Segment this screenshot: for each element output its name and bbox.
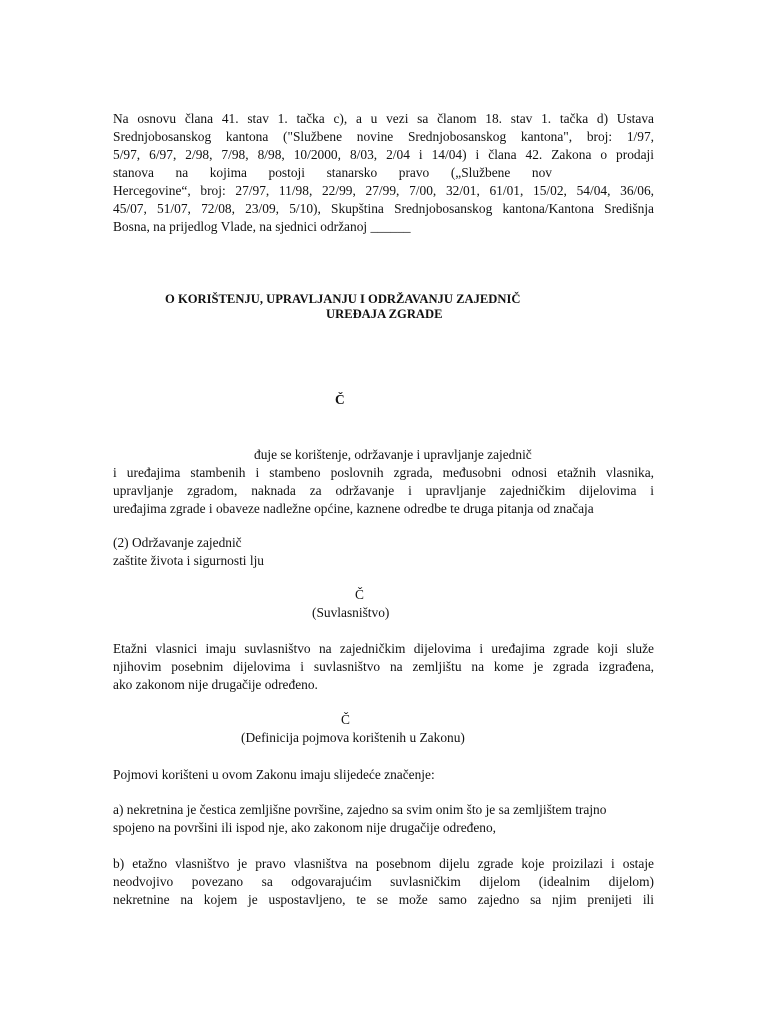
article-1-line-3: upravljanje zgradom, naknada za održavanje i upravljanje zajedničkim dijelovima i — [113, 483, 654, 498]
article-1-line-1: đuje se korištenje, održavanje i upravljanje zajednič — [254, 447, 532, 462]
article-1-para-2-line-1: (2) Održavanje zajednič — [113, 535, 242, 550]
article-3-subheading: (Definicija pojmova korištenih u Zakonu) — [241, 730, 465, 745]
article-1-para-2-line-2: zaštite života i sigurnosti lju — [113, 553, 264, 568]
preamble-line-2: Srednjobosanskog kantona ("Službene novine Srednjobosanskog kantona", broj: 1/97, — [113, 129, 654, 144]
article-1-line-4: uređajima zgrade i obaveze nadležne općine, kaznene odredbe te druga pitanja od značaja — [113, 501, 594, 516]
article-2-line-2: njihovim posebnim dijelovima i suvlasništvo na zemljištu na kome je zgrada izgrađena, — [113, 659, 654, 674]
article-2-line-1: Etažni vlasnici imaju suvlasništvo na zajedničkim dijelovima i uređajima zgrade koji služe — [113, 641, 654, 656]
preamble-line-7: Bosna, na prijedlog Vlade, na sjednici održanoj ______ — [113, 219, 411, 234]
article-3-item-a-line-1: a) nekretnina je čestica zemljišne površine, zajedno sa svim onim što je sa zemljištem trajno — [113, 802, 607, 817]
preamble-line-6: 45/07, 51/07, 72/08, 23/09, 5/10), Skupština Srednjobosanskog kantona/Kantona Središnja — [113, 201, 654, 216]
article-3-heading: Č — [341, 712, 350, 727]
article-3-item-b-line-2: neodvojivo povezano sa odgovarajućim suvlasničkim dijelom (idealnim dijelom) — [113, 874, 654, 889]
law-title-line-2: UREĐAJA ZGRADE — [326, 307, 443, 321]
preamble-line-1: Na osnovu člana 41. stav 1. tačka c), a u vezi sa članom 18. stav 1. tačka d) Ustava — [113, 111, 654, 126]
preamble-line-4: stanova na kojima postoji stanarsko pravo („Službene nov — [113, 165, 552, 180]
preamble-line-3: 5/97, 6/97, 2/98, 7/98, 8/98, 10/2000, 8/03, 2/04 i 14/04) i člana 42. Zakona o prodaji — [113, 147, 654, 162]
article-1-line-2: i uređajima stambenih i stambeno poslovnih zgrada, međusobni odnosi etažnih vlasnika, — [113, 465, 654, 480]
article-3-intro: Pojmovi korišteni u ovom Zakonu imaju slijedeće značenje: — [113, 767, 435, 782]
article-2-heading: Č — [355, 587, 364, 602]
article-3-item-b-line-1: b) etažno vlasništvo je pravo vlasništva na posebnom dijelu zgrade koje proizilazi i ostaje — [113, 856, 654, 871]
article-3-item-a-line-2: spojeno na površini ili ispod nje, ako zakonom nije drugačije određeno, — [113, 820, 497, 835]
law-title-line-1: O KORIŠTENJU, UPRAVLJANJU I ODRŽAVANJU ZAJEDNIČ — [165, 292, 521, 306]
article-2-subheading: (Suvlasništvo) — [312, 605, 390, 620]
article-2-line-3: ako zakonom nije drugačije određeno. — [113, 677, 318, 692]
article-1-heading: Č — [335, 392, 345, 407]
article-3-item-b-line-3: nekretnine na kojem je uspostavljeno, te se može samo zajedno sa njim prenijeti ili — [113, 892, 654, 907]
preamble-line-5: Hercegovine“, broj: 27/97, 11/98, 22/99, 27/99, 7/00, 32/01, 61/01, 15/02, 54/04, 36/06, — [113, 183, 654, 198]
